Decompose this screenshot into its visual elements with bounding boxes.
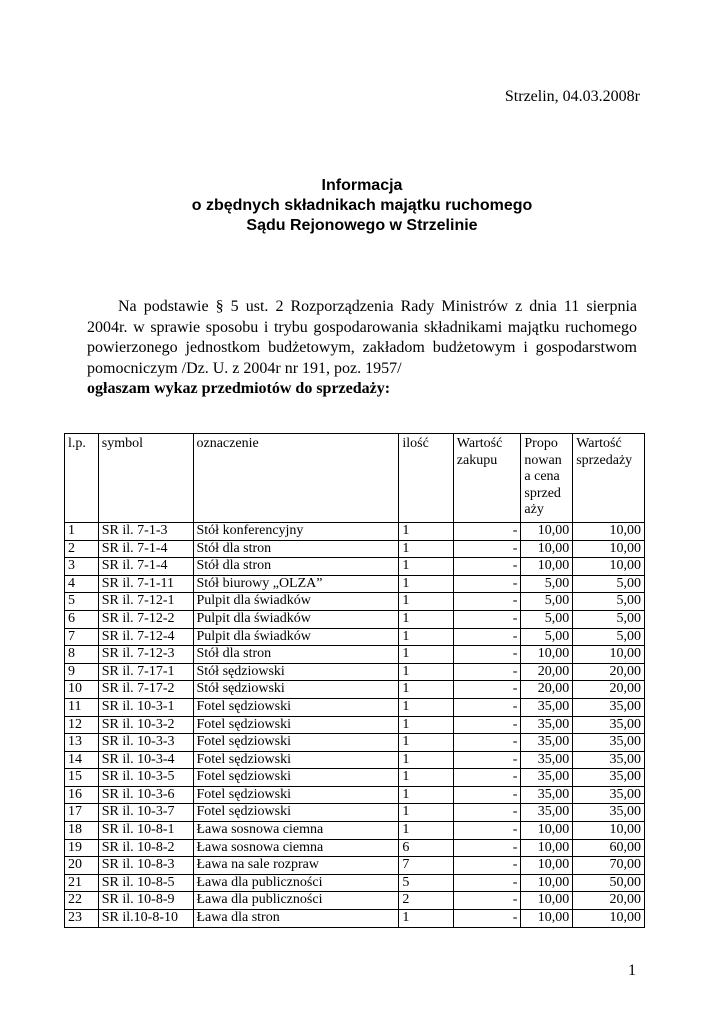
cell-name: Pulpit dla świadków xyxy=(193,610,399,628)
table-row xyxy=(65,910,645,928)
cell-purchase: - xyxy=(453,610,521,628)
cell-name: Fotel sędziowski xyxy=(193,734,399,752)
cell-name: Ława sosnowa ciemna xyxy=(193,822,399,840)
cell-qty: 6 xyxy=(399,839,453,857)
cell-purchase: - xyxy=(453,681,521,699)
cell-symbol: SR il. 7-1-11 xyxy=(98,575,193,593)
header-cena-line-3: a cena xyxy=(524,469,560,485)
cell-sale: 10,00 xyxy=(573,646,645,664)
cell-purchase: - xyxy=(453,522,521,540)
cell-purchase: - xyxy=(453,892,521,910)
cell-price: 35,00 xyxy=(521,698,573,716)
cell-purchase: - xyxy=(453,769,521,787)
cell-sale: 60,00 xyxy=(573,839,645,857)
cell-sale: 20,00 xyxy=(573,892,645,910)
cell-price: 10,00 xyxy=(521,874,573,892)
cell-purchase: - xyxy=(453,839,521,857)
cell-sale: 10,00 xyxy=(573,540,645,558)
cell-price: 10,00 xyxy=(521,646,573,664)
cell-purchase: - xyxy=(453,646,521,664)
cell-sale: 35,00 xyxy=(573,786,645,804)
cell-purchase: - xyxy=(453,910,521,928)
cell-name: Ława dla publiczności xyxy=(193,892,399,910)
title-line-3: Sądu Rejonowego w Strzelinie xyxy=(246,217,478,234)
cell-lp: 13 xyxy=(65,734,99,752)
cell-qty: 1 xyxy=(399,540,453,558)
cell-price: 35,00 xyxy=(521,716,573,734)
cell-lp: 14 xyxy=(65,751,99,769)
cell-lp: 19 xyxy=(65,839,99,857)
cell-qty: 1 xyxy=(399,646,453,664)
cell-purchase: - xyxy=(453,698,521,716)
cell-purchase: - xyxy=(453,857,521,875)
cell-purchase: - xyxy=(453,558,521,576)
cell-sale: 5,00 xyxy=(573,575,645,593)
cell-sale: 20,00 xyxy=(573,663,645,681)
cell-lp: 22 xyxy=(65,892,99,910)
cell-price: 5,00 xyxy=(521,593,573,611)
table-body xyxy=(65,522,645,927)
cell-price: 35,00 xyxy=(521,769,573,787)
table-row xyxy=(65,786,645,804)
table-row xyxy=(65,593,645,611)
cell-sale: 20,00 xyxy=(573,681,645,699)
cell-price: 10,00 xyxy=(521,910,573,928)
cell-symbol: SR il. 7-17-2 xyxy=(98,681,193,699)
page-number: 1 xyxy=(628,962,636,979)
table-row xyxy=(65,628,645,646)
header-cena-line-4: sprzed xyxy=(524,485,561,501)
cell-qty: 1 xyxy=(399,734,453,752)
cell-sale: 5,00 xyxy=(573,628,645,646)
cell-qty: 1 xyxy=(399,663,453,681)
cell-price: 20,00 xyxy=(521,663,573,681)
cell-symbol: SR il. 7-1-4 xyxy=(98,540,193,558)
table-row xyxy=(65,646,645,664)
cell-symbol: SR il. 10-8-3 xyxy=(98,857,193,875)
cell-lp: 21 xyxy=(65,874,99,892)
cell-price: 10,00 xyxy=(521,558,573,576)
cell-qty: 1 xyxy=(399,522,453,540)
intro-paragraph xyxy=(87,297,637,400)
cell-lp: 4 xyxy=(65,575,99,593)
header-oznaczenie: oznaczenie xyxy=(193,434,399,523)
cell-purchase: - xyxy=(453,804,521,822)
cell-symbol: SR il. 10-3-5 xyxy=(98,769,193,787)
cell-symbol: SR il. 10-8-9 xyxy=(98,892,193,910)
cell-name: Ława sosnowa ciemna xyxy=(193,839,399,857)
title-line-2: o zbędnych składnikach majątku ruchomego xyxy=(191,197,533,214)
cell-qty: 1 xyxy=(399,558,453,576)
table-row xyxy=(65,822,645,840)
cell-price: 35,00 xyxy=(521,734,573,752)
cell-name: Pulpit dla świadków xyxy=(193,593,399,611)
cell-qty: 7 xyxy=(399,857,453,875)
cell-lp: 10 xyxy=(65,681,99,699)
cell-sale: 50,00 xyxy=(573,874,645,892)
cell-sale: 10,00 xyxy=(573,558,645,576)
cell-purchase: - xyxy=(453,593,521,611)
cell-name: Ława dla publiczności xyxy=(193,874,399,892)
cell-qty: 1 xyxy=(399,786,453,804)
cell-sale: 35,00 xyxy=(573,804,645,822)
cell-symbol: SR il. 10-3-6 xyxy=(98,786,193,804)
cell-symbol: SR il. 7-1-3 xyxy=(98,522,193,540)
cell-symbol: SR il. 7-17-1 xyxy=(98,663,193,681)
cell-qty: 1 xyxy=(399,628,453,646)
cell-lp: 2 xyxy=(65,540,99,558)
cell-sale: 5,00 xyxy=(573,610,645,628)
table-row xyxy=(65,874,645,892)
cell-name: Stół sędziowski xyxy=(193,663,399,681)
cell-name: Fotel sędziowski xyxy=(193,751,399,769)
cell-name: Stół dla stron xyxy=(193,558,399,576)
header-ilosc: ilość xyxy=(399,434,453,523)
cell-lp: 15 xyxy=(65,769,99,787)
cell-qty: 1 xyxy=(399,575,453,593)
document-date: Strzelin, 04.03.2008r xyxy=(504,88,640,105)
table-row xyxy=(65,522,645,540)
cell-price: 35,00 xyxy=(521,804,573,822)
table-row xyxy=(65,681,645,699)
cell-name: Fotel sędziowski xyxy=(193,698,399,716)
table-row xyxy=(65,734,645,752)
cell-sale: 35,00 xyxy=(573,751,645,769)
cell-purchase: - xyxy=(453,540,521,558)
cell-symbol: SR il.10-8-10 xyxy=(98,910,193,928)
cell-purchase: - xyxy=(453,663,521,681)
cell-lp: 8 xyxy=(65,646,99,664)
cell-price: 5,00 xyxy=(521,575,573,593)
table-row xyxy=(65,610,645,628)
cell-price: 10,00 xyxy=(521,839,573,857)
cell-qty: 1 xyxy=(399,716,453,734)
cell-symbol: SR il. 7-12-3 xyxy=(98,646,193,664)
cell-price: 5,00 xyxy=(521,628,573,646)
cell-qty: 1 xyxy=(399,681,453,699)
cell-price: 10,00 xyxy=(521,892,573,910)
cell-lp: 18 xyxy=(65,822,99,840)
cell-price: 35,00 xyxy=(521,786,573,804)
table-header-row xyxy=(65,434,645,523)
cell-qty: 1 xyxy=(399,593,453,611)
cell-symbol: SR il. 7-12-2 xyxy=(98,610,193,628)
cell-name: Ława na sale rozpraw xyxy=(193,857,399,875)
cell-lp: 20 xyxy=(65,857,99,875)
table-row xyxy=(65,663,645,681)
cell-sale: 10,00 xyxy=(573,822,645,840)
cell-sale: 10,00 xyxy=(573,910,645,928)
cell-sale: 35,00 xyxy=(573,734,645,752)
cell-name: Fotel sędziowski xyxy=(193,716,399,734)
cell-lp: 23 xyxy=(65,910,99,928)
cell-symbol: SR il. 7-12-4 xyxy=(98,628,193,646)
cell-name: Ława dla stron xyxy=(193,910,399,928)
cell-symbol: SR il. 7-12-1 xyxy=(98,593,193,611)
cell-name: Fotel sędziowski xyxy=(193,804,399,822)
cell-price: 10,00 xyxy=(521,857,573,875)
cell-sale: 35,00 xyxy=(573,769,645,787)
cell-name: Stół biurowy „OLZA” xyxy=(193,575,399,593)
cell-qty: 1 xyxy=(399,769,453,787)
cell-symbol: SR il. 10-3-2 xyxy=(98,716,193,734)
document-title xyxy=(0,176,724,236)
cell-name: Stół konferencyjny xyxy=(193,522,399,540)
cell-purchase: - xyxy=(453,822,521,840)
table-row xyxy=(65,575,645,593)
cell-symbol: SR il. 10-3-4 xyxy=(98,751,193,769)
cell-symbol: SR il. 10-8-2 xyxy=(98,839,193,857)
header-wartosc-zakupu-line-2: zakupu xyxy=(456,452,498,468)
cell-lp: 6 xyxy=(65,610,99,628)
cell-purchase: - xyxy=(453,786,521,804)
cell-name: Fotel sędziowski xyxy=(193,769,399,787)
cell-sale: 10,00 xyxy=(573,522,645,540)
cell-purchase: - xyxy=(453,734,521,752)
table-row xyxy=(65,839,645,857)
cell-name: Fotel sędziowski xyxy=(193,786,399,804)
intro-text: Na podstawie § 5 ust. 2 Rozporządzenia Rady Ministrów z dnia 11 sierpnia 2004r. w sprawie sposobu i trybu gospodarowania składnikami majątku ruchomego powierzonego jednostkom budżetowym, zakładom budżetowym i gospodarstwom pomocniczym /Dz. U. z 2004r nr 191, poz. 1957/ xyxy=(87,298,637,377)
cell-purchase: - xyxy=(453,628,521,646)
cell-qty: 1 xyxy=(399,910,453,928)
table-row xyxy=(65,769,645,787)
cell-purchase: - xyxy=(453,575,521,593)
table-row xyxy=(65,716,645,734)
cell-lp: 17 xyxy=(65,804,99,822)
cell-qty: 2 xyxy=(399,892,453,910)
cell-price: 20,00 xyxy=(521,681,573,699)
cell-sale: 70,00 xyxy=(573,857,645,875)
cell-lp: 11 xyxy=(65,698,99,716)
table-row xyxy=(65,540,645,558)
cell-qty: 1 xyxy=(399,698,453,716)
header-lp: l.p. xyxy=(65,434,99,523)
cell-symbol: SR il. 10-8-5 xyxy=(98,874,193,892)
cell-name: Pulpit dla świadków xyxy=(193,628,399,646)
cell-lp: 16 xyxy=(65,786,99,804)
cell-price: 5,00 xyxy=(521,610,573,628)
header-symbol: symbol xyxy=(98,434,193,523)
cell-price: 10,00 xyxy=(521,522,573,540)
cell-lp: 3 xyxy=(65,558,99,576)
cell-sale: 35,00 xyxy=(573,698,645,716)
cell-lp: 1 xyxy=(65,522,99,540)
table-row xyxy=(65,751,645,769)
cell-symbol: SR il. 10-3-3 xyxy=(98,734,193,752)
cell-purchase: - xyxy=(453,874,521,892)
cell-price: 10,00 xyxy=(521,540,573,558)
cell-purchase: - xyxy=(453,751,521,769)
header-wartosc-sprzedazy-line-1: Wartość xyxy=(576,436,622,451)
table-row xyxy=(65,857,645,875)
announcement-line: ogłaszam wykaz przedmiotów do sprzedaży: xyxy=(87,380,391,398)
cell-qty: 1 xyxy=(399,822,453,840)
cell-lp: 9 xyxy=(65,663,99,681)
cell-sale: 35,00 xyxy=(573,716,645,734)
cell-sale: 5,00 xyxy=(573,593,645,611)
cell-symbol: SR il. 10-3-1 xyxy=(98,698,193,716)
table-row xyxy=(65,892,645,910)
header-proponowana-cena xyxy=(521,434,573,523)
cell-price: 35,00 xyxy=(521,751,573,769)
table-row xyxy=(65,698,645,716)
cell-name: Stół dla stron xyxy=(193,646,399,664)
header-wartosc-sprzedazy-line-2: sprzedaży xyxy=(576,452,633,468)
cell-symbol: SR il. 10-8-1 xyxy=(98,822,193,840)
cell-qty: 1 xyxy=(399,610,453,628)
cell-lp: 7 xyxy=(65,628,99,646)
cell-qty: 1 xyxy=(399,804,453,822)
title-line-1: Informacja xyxy=(321,177,403,194)
cell-lp: 5 xyxy=(65,593,99,611)
cell-price: 10,00 xyxy=(521,822,573,840)
header-wartosc-zakupu xyxy=(453,434,521,523)
header-wartosc-sprzedazy xyxy=(573,434,645,523)
cell-qty: 5 xyxy=(399,874,453,892)
header-cena-line-1: Propo xyxy=(524,436,558,451)
header-cena-line-5: aży xyxy=(524,502,544,518)
cell-symbol: SR il. 10-3-7 xyxy=(98,804,193,822)
cell-purchase: - xyxy=(453,716,521,734)
header-cena-line-2: nowan xyxy=(524,452,562,468)
table-row xyxy=(65,558,645,576)
cell-symbol: SR il. 7-1-4 xyxy=(98,558,193,576)
items-table xyxy=(64,433,645,928)
cell-name: Stół sędziowski xyxy=(193,681,399,699)
cell-name: Stół dla stron xyxy=(193,540,399,558)
header-wartosc-zakupu-line-1: Wartość xyxy=(456,436,503,451)
table-row xyxy=(65,804,645,822)
cell-lp: 12 xyxy=(65,716,99,734)
cell-qty: 1 xyxy=(399,751,453,769)
